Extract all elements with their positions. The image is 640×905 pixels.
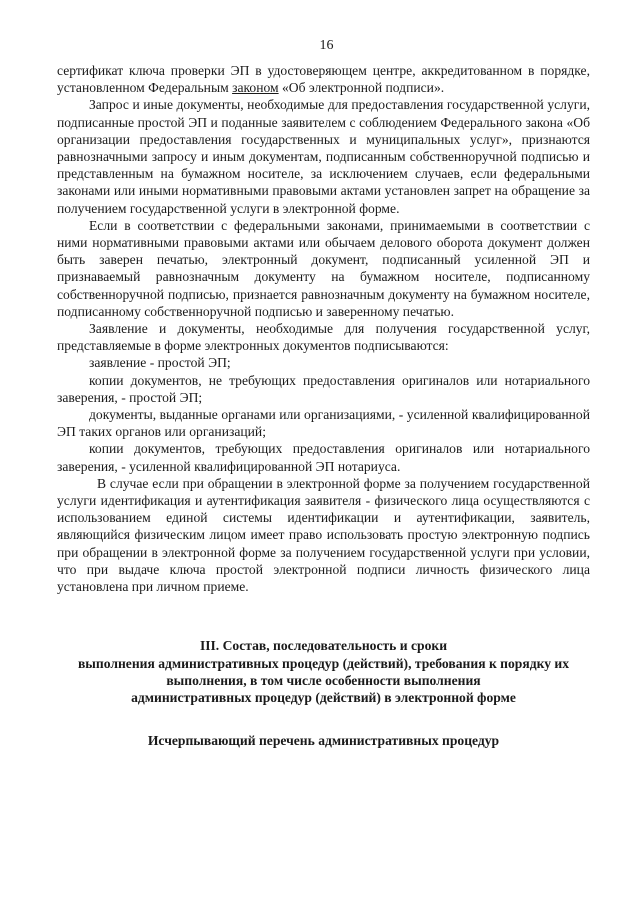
paragraph-request-documents: Запрос и иные документы, необходимые для предоставления государственной услуги, подписанные простой ЭП и поданные заявителем с соблюдением Федерального закона «Об организации предоставления государственных и муниципальных услуг», признаются равнозначными запросу и иным документам, подписанным собственноручной подписью и представленным на бумажном носителе, за исключением случаев, если федеральными законами или иными нормативными правовыми актами установлен запрет на обращение за получением государственной услуги в электронной форме. [57,97,590,216]
section-heading [57,637,590,706]
document-body [57,62,590,595]
list-item-copies-notary: копии документов, требующих предоставления оригиналов или нотариального заверения, - усиленной квалифицированной ЭП нотариуса. [57,441,590,474]
paragraph-certificate-text-before: сертификат ключа проверки ЭП в удостоверяющем центре, аккредитованном в порядке, установленном Федеральным [57,63,590,96]
paragraph-signing-intro: Заявление и документы, необходимые для получения государственной услуг, представляемые в форме электронных документов подписываются: [57,321,590,354]
page-number: 16 [319,38,334,53]
subsection-heading: Исчерпывающий перечень административных процедур [147,733,500,749]
list-item-application: заявление - простой ЭП; [89,355,231,371]
paragraph-certificate-text-after: «Об электронной подписи». [278,80,445,96]
paragraph-identification: В случае если при обращении в электронной форме за получением государственной услуги идентификация и аутентификация заявителя - физического лица осуществляются с использованием единой системы идентификации и аутентификации, заявитель, являющийся физическим лицом имеет право использовать простую электронную подпись при обращении в электронной форме за получением государственной услуги при условии, что при выдаче ключа простой электронной подписи личность физического лица установлена при личном приеме. [57,475,590,595]
paragraph-seal-requirement: Если в соответствии с федеральными законами, принимаемыми в соответствии с ними нормативными правовыми актами или обычаем делового оборота документ должен быть заверен печатью, электронный документ, подписанный усиленной ЭП и признаваемый равнозначным документу на бумажном носителе, подписанному собственноручной подписью, признается равнозначным документу на бумажном носителе, подписанному собственноручной подписью и заверенному печатью. [57,217,590,319]
section-heading-line-1: III. Состав, последовательность и сроки [199,638,448,654]
list-item-issued-documents: документы, выданные органами или организациями, - усиленной квалифицированной ЭП таких органов или организаций; [57,407,590,440]
section-heading-line-4: административных процедур (действий) в электронной форме [131,689,516,705]
document-page [57,38,590,749]
list-item-copies-simple: копии документов, не требующих предоставления оригиналов или нотариального заверения, - простой ЭП; [57,372,590,405]
paragraph-certificate [57,62,590,96]
section-heading-line-3: выполнения, в том числе особенности выполнения [166,672,481,688]
law-link[interactable]: законом [232,80,279,96]
section-heading-line-2: выполнения административных процедур (действий), требования к порядку их [77,655,570,671]
